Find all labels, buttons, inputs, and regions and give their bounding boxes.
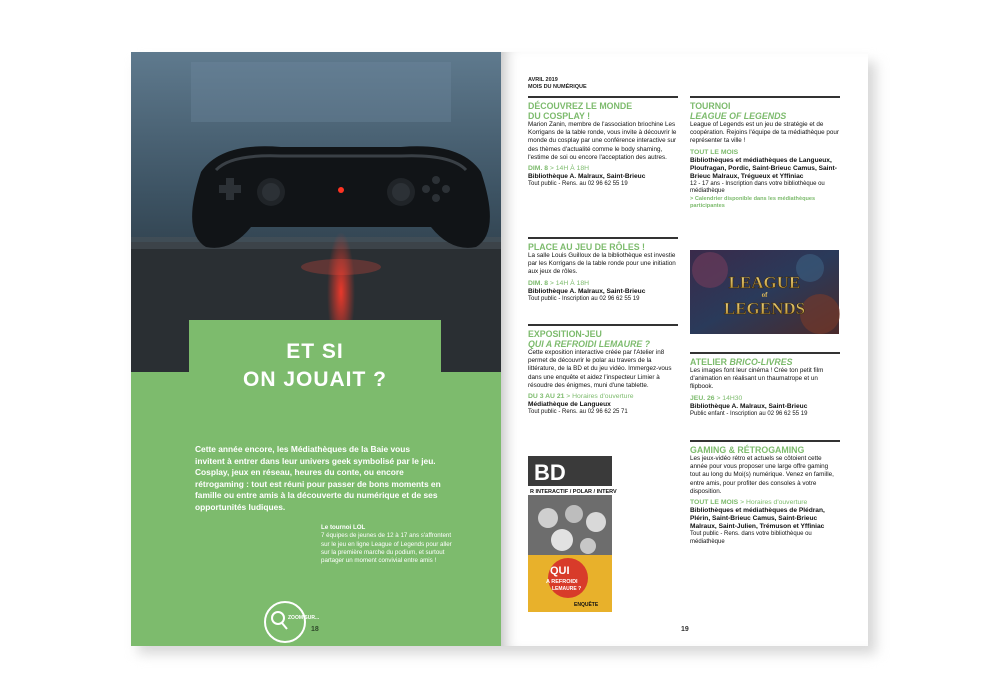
section-rule bbox=[528, 324, 678, 326]
roles-body: La salle Louis Guilloux de la bibliothèque est investie par les Korrigans de la table ronde pour une initiation aux jeux de rôles. bbox=[528, 252, 676, 276]
cosplay-title-2: DU COSPLAY ! bbox=[528, 111, 591, 121]
brico-title-1: ATELIER bbox=[690, 357, 730, 367]
running-head-title: MOIS DU NUMÉRIQUE bbox=[528, 84, 587, 90]
gaming-place: Bibliothèques et médiathèques de Plédran, Plérin, Saint-Brieuc Camus, Saint-Brieuc Malraux, Saint-Julien, Trémuson et Yffiniac bbox=[690, 507, 825, 531]
cosplay-section bbox=[528, 96, 678, 189]
lol-word-league: LEAGUE bbox=[728, 273, 801, 292]
brico-date: JEU. 26 bbox=[690, 394, 715, 402]
bd-qui-text: QUI bbox=[550, 565, 570, 577]
section-rule bbox=[690, 440, 840, 442]
cosplay-place: Bibliothèque A. Malraux, Saint-Brieuc bbox=[528, 173, 646, 181]
section-rule bbox=[690, 96, 840, 98]
title-line-1: ET SI bbox=[286, 340, 344, 363]
bd-expo-poster bbox=[528, 456, 617, 612]
brico-section bbox=[690, 352, 840, 418]
roles-place: Bibliothèque A. Malraux, Saint-Brieuc bbox=[528, 287, 646, 295]
brico-public: Public enfant - Inscription au 02 96 62 55 19 bbox=[690, 410, 808, 417]
cosplay-time: > 14H À 18H bbox=[549, 165, 590, 173]
section-rule bbox=[690, 352, 840, 354]
focus-title: Le tournoi LOL bbox=[321, 524, 366, 531]
right-page bbox=[501, 52, 868, 646]
roles-section bbox=[528, 237, 678, 303]
page-number-right: 19 bbox=[681, 626, 689, 633]
tournoi-title-2: LEAGUE OF LEGENDS bbox=[690, 111, 787, 121]
roles-public: Tout public - Inscription au 02 96 62 55 19 bbox=[528, 295, 640, 302]
tournoi-note: > Calendrier disponible dans les médiathèques participantes bbox=[690, 195, 816, 209]
gaming-public: Tout public - Rens. dans votre bibliothèque ou médiathèque bbox=[690, 531, 812, 545]
roles-time: > 14H À 18H bbox=[549, 279, 590, 287]
roles-date: DIM. 8 bbox=[528, 279, 549, 287]
bd-band-text: R INTERACTIF / POLAR / INTERV bbox=[530, 489, 617, 495]
running-head-date: AVRIL 2019 bbox=[528, 77, 558, 83]
bd-lemaure-text: LEMAURE ? bbox=[552, 586, 582, 592]
gaming-section bbox=[690, 440, 840, 546]
gaming-time: > Horaires d'ouverture bbox=[740, 499, 808, 507]
bd-top-text: BD bbox=[534, 460, 566, 485]
tournoi-public: 12 - 17 ans - Inscription dans votre bibliothèque ou médiathèque bbox=[690, 180, 825, 195]
tournoi-place: Bibliothèques et médiathèques de Langueux, Ploufragan, Pordic, Saint-Brieuc Camus, Saint-Brieuc Malraux, Trégueux et Yffiniac bbox=[690, 156, 837, 180]
brico-time: > 14H30 bbox=[716, 394, 743, 402]
cosplay-body: Marion Zanin, membre de l'association briochine Les Korrigans de la table ronde, vous invite à découvrir le monde du cosplay par une conférence interactive sur des thèmes d'actualité comme le body shaming, l'estime de soi ou encore l'acceptation des autres. bbox=[528, 121, 677, 161]
roles-title: PLACE AU JEU DE RÔLES ! bbox=[528, 242, 645, 252]
bd-refroidi-text: A REFROIDI bbox=[546, 579, 578, 585]
focus-body: 7 équipes de jeunes de 12 à 17 ans s'affrontent sur le jeu en ligne League of Legends pour aller sur la première marche du podium, et surtout partager un moment convivial entre amis ! bbox=[321, 532, 452, 565]
expo-section bbox=[528, 324, 678, 417]
lol-word-legends: LEGENDS bbox=[723, 299, 806, 318]
gaming-body: Les jeux-vidéo rétro et actuels se côtoient cette année pour vous proposer une large offre gaming tout au long du Moi(s) numérique. Venez en famille, entre amis, pour profiter des consoles à votre disposition. bbox=[690, 455, 834, 495]
lol-word-of: of bbox=[761, 291, 768, 299]
left-page bbox=[131, 52, 501, 646]
cosplay-public: Tout public - Rens. au 02 96 62 55 19 bbox=[528, 181, 628, 188]
running-head bbox=[528, 77, 587, 91]
intro-paragraph: Cette année encore, les Médiathèques de la Baie vous invitent à entrer dans leur univers geek symbolisé par le jeu. Cosplay, jeux en réseau, heures du conte, ou encore rétrogaming : tout est réuni pour passer de bons moments en famille ou entre amis à la découverte du numérique et de ses opportunités ludiques. bbox=[195, 444, 441, 512]
section-rule bbox=[528, 237, 678, 239]
tournoi-body: League of Legends est un jeu de stratégie et de coopération. Rejoins l'équipe de ta médiathèque pour représenter ta ville ! bbox=[690, 121, 839, 145]
expo-public: Tout public - Rens. au 02 96 62 25 71 bbox=[528, 409, 628, 416]
tournoi-title-1: TOURNOI bbox=[690, 101, 731, 111]
expo-title-1: EXPOSITION-JEU bbox=[528, 329, 602, 339]
brico-body: Les images font leur cinéma ! Crée ton petit film d'animation en réalisant un thaumatrope et un flipbook. bbox=[690, 367, 824, 391]
section-rule bbox=[528, 96, 678, 98]
title-box bbox=[189, 320, 441, 424]
cosplay-date: DIM. 8 bbox=[528, 165, 549, 173]
zoom-icon-text: ZOOM SUR... bbox=[288, 615, 320, 621]
brico-title-2: BRICO-LIVRES bbox=[729, 357, 793, 367]
gaming-title: GAMING & RÉTROGAMING bbox=[690, 445, 805, 455]
cosplay-title-1: DÉCOUVREZ LE MONDE bbox=[528, 101, 633, 111]
tournoi-date: TOUT LE MOIS bbox=[690, 148, 739, 156]
lol-logo-image bbox=[690, 250, 839, 334]
expo-place: Médiathèque de Langueux bbox=[528, 401, 611, 409]
gaming-date: TOUT LE MOIS bbox=[690, 499, 739, 507]
focus-text bbox=[321, 524, 461, 565]
expo-body: Cette exposition interactive créée par l'Atelier in8 permet de découvrir le polar au travers de la littérature, de la BD et du jeu vidéo. Immergez-vous dans une enquête et aidez l'inspecteur Limier à résoudre des énigmes, muni d'une tablette. bbox=[528, 349, 672, 389]
bd-enquete-text: ENQUÊTE bbox=[574, 602, 599, 608]
title-line-2: ON JOUAIT ? bbox=[242, 368, 387, 391]
expo-date: DU 3 AU 21 bbox=[528, 393, 565, 401]
tournoi-section bbox=[690, 96, 840, 210]
page-number-left: 18 bbox=[311, 626, 319, 633]
expo-title-2: QUI A REFROIDI LEMAURE ? bbox=[528, 339, 651, 349]
brico-place: Bibliothèque A. Malraux, Saint-Brieuc bbox=[690, 402, 808, 410]
expo-time: > Horaires d'ouverture bbox=[566, 393, 634, 401]
